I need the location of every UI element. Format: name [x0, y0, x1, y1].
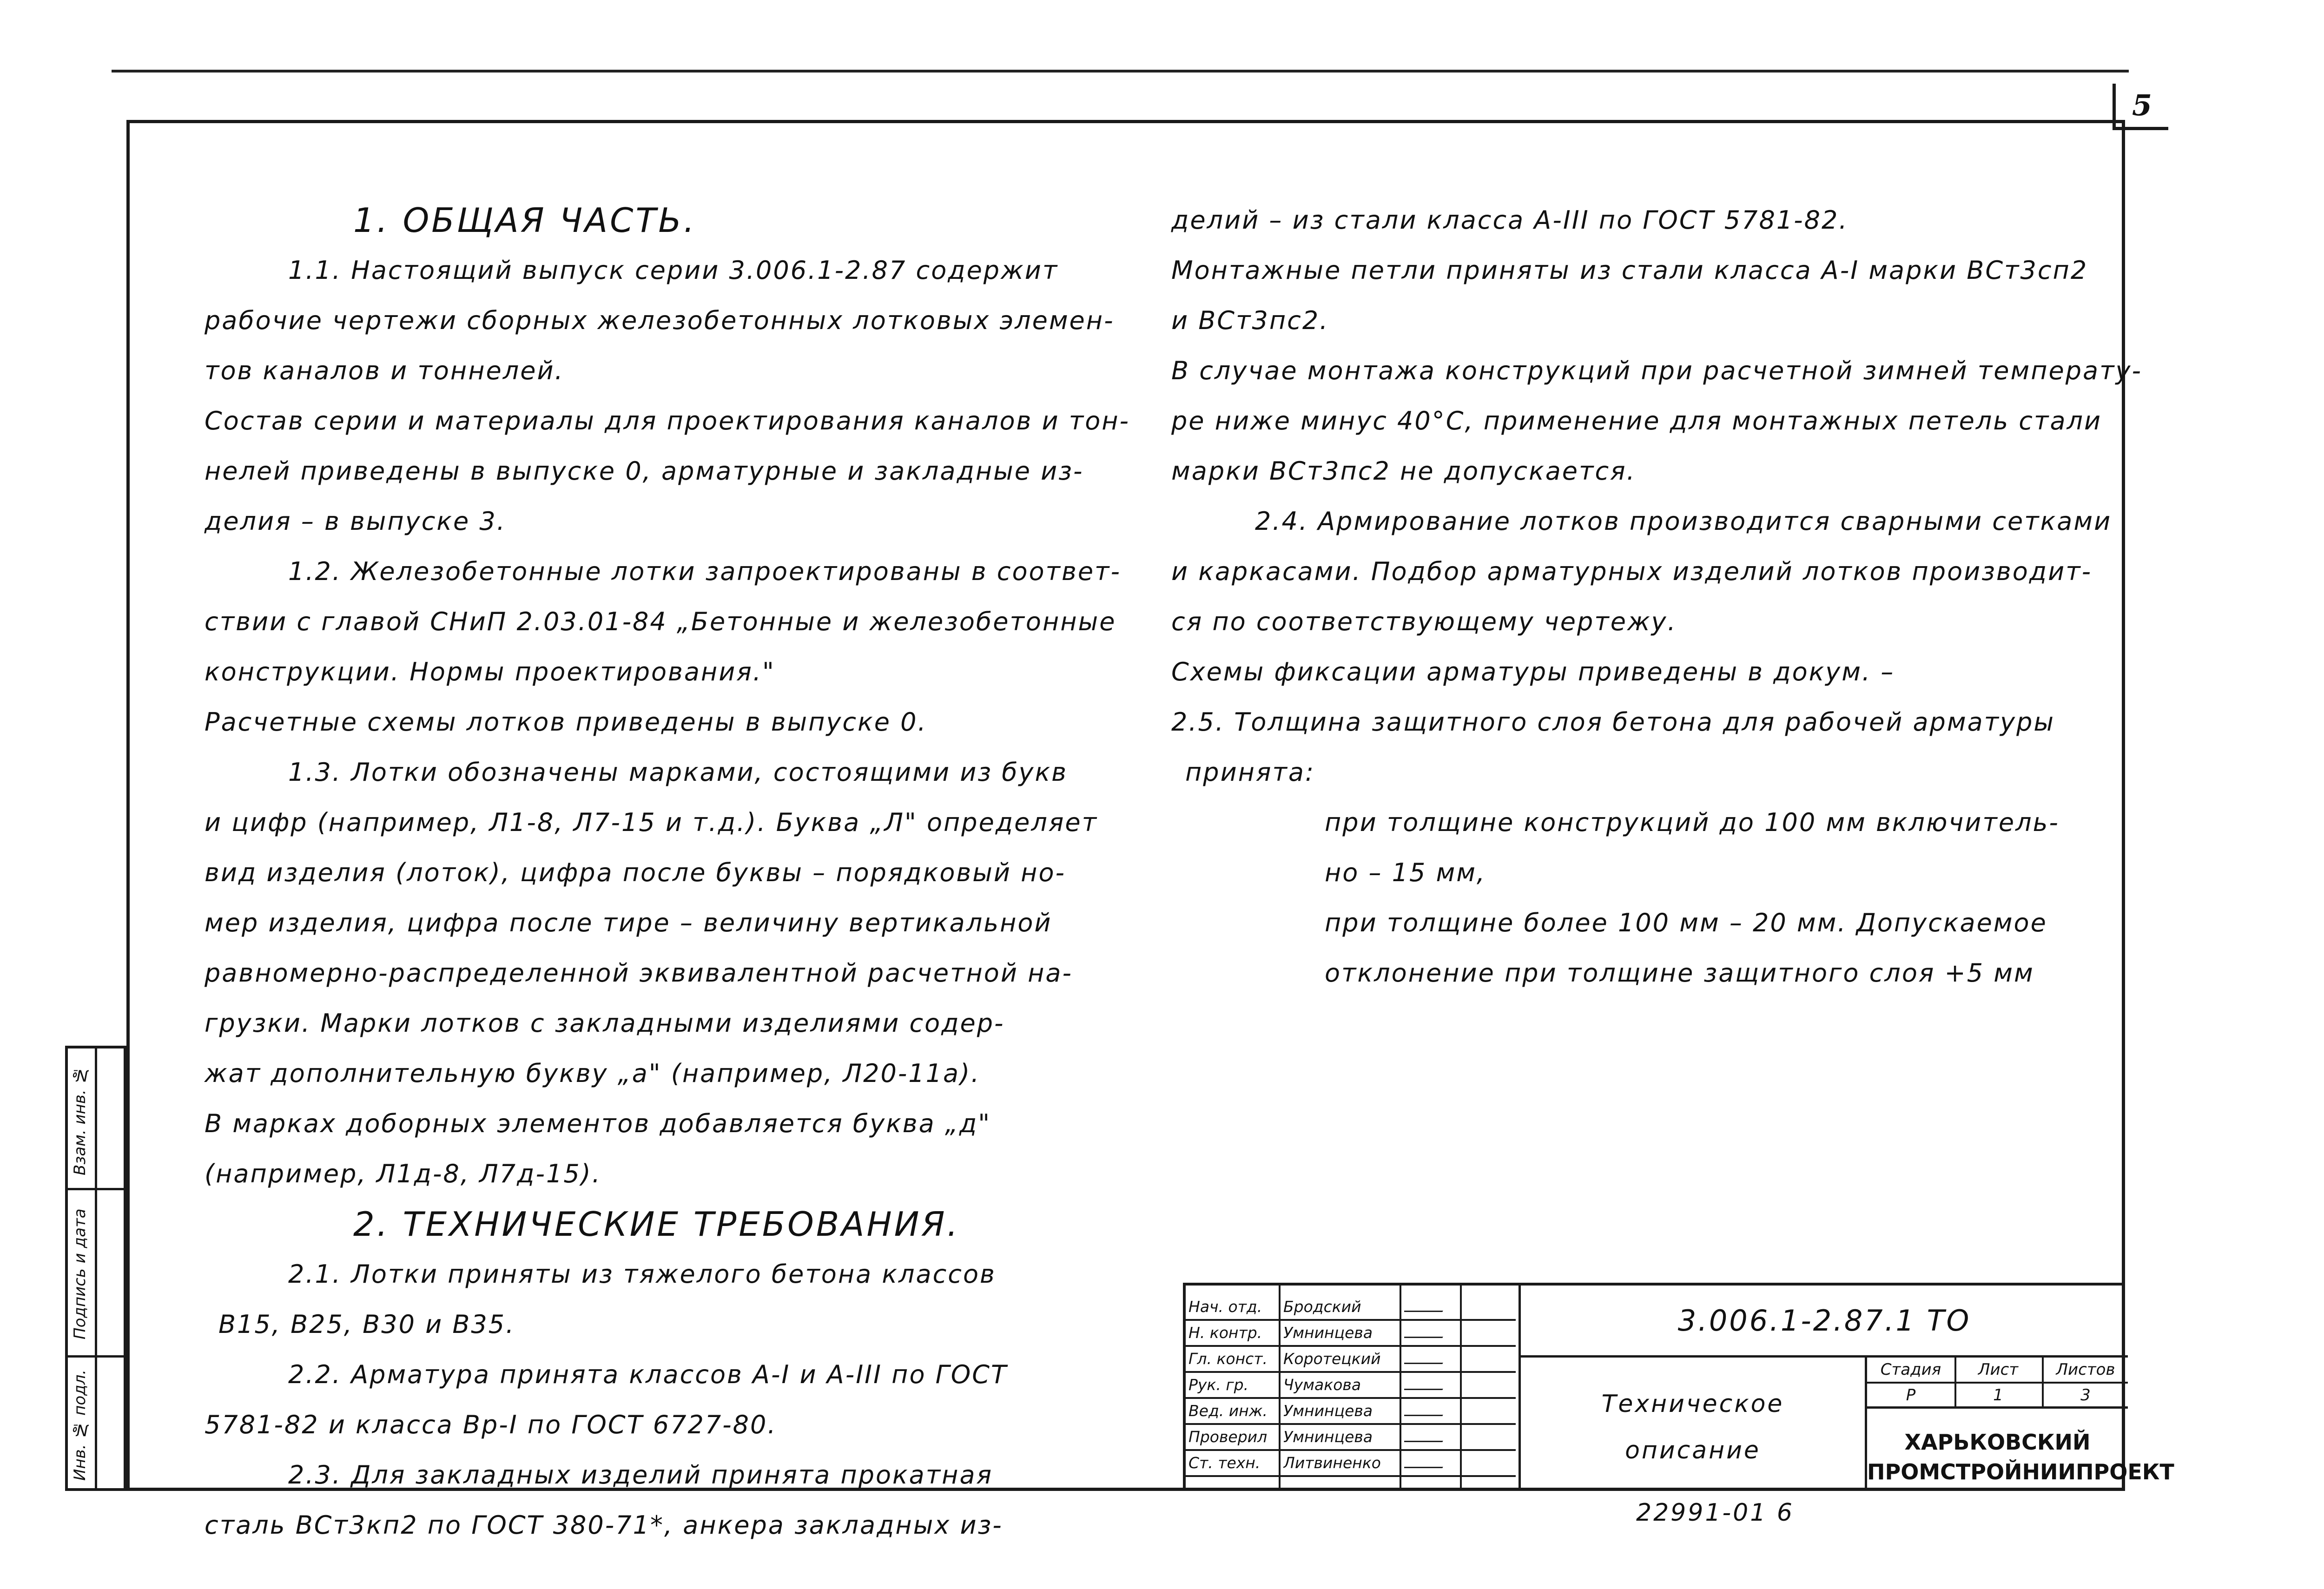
- signature-role: Гл. конст.: [1188, 1350, 1268, 1368]
- text-line: 1.2. Железобетонные лотки запроектированы в соответ-: [288, 557, 1121, 586]
- text-line: ре ниже минус 40°С, применение для монтажных петель стали: [1171, 406, 2102, 435]
- document-name: [1519, 1358, 1865, 1491]
- right-text-column: [1171, 195, 2142, 998]
- signature-row: [1186, 1399, 1516, 1425]
- signature-scribble: [1404, 1401, 1450, 1416]
- sheet-header: Лист: [1978, 1360, 2019, 1379]
- signature-name: Литвиненко: [1283, 1454, 1381, 1472]
- text-line: сталь ВСт3кп2 по ГОСТ 380-71*, анкера закладных из-: [205, 1510, 1003, 1540]
- side-label-signature-date: Подпись и дата: [71, 1208, 89, 1339]
- text-line: В15, В25, В30 и В35.: [218, 1310, 515, 1339]
- text-line: при толщине более 100 мм – 20 мм. Допускаемое: [1325, 908, 2047, 937]
- text-line: 5781-82 и класса Вр-I по ГОСТ 6727-80.: [205, 1410, 777, 1439]
- text-line: нелей приведены в выпуске 0, арматурные и закладные из-: [205, 456, 1084, 486]
- sheets-value: 3: [2080, 1386, 2091, 1404]
- side-stamp: [65, 1046, 126, 1491]
- text-line: В случае монтажа конструкций при расчетной зимней температу-: [1171, 356, 2142, 385]
- handwritten-signature: [1404, 1427, 1455, 1446]
- stage-sheet-table: [1865, 1358, 2128, 1409]
- text-line: ся по соответствующему чертежу.: [1171, 607, 1677, 636]
- side-stamp-rule: [68, 1355, 124, 1358]
- text-line: 2.4. Армирование лотков производится сварными сетками: [1255, 507, 2112, 536]
- text-line: 2.1. Лотки приняты из тяжелого бетона классов: [288, 1259, 996, 1289]
- text-line: 1.1. Настоящий выпуск серии 3.006.1-2.87 содержит: [288, 256, 1059, 285]
- signature-scribble: [1404, 1453, 1450, 1468]
- signature-scribble: [1404, 1323, 1450, 1338]
- side-label-replace-inv: Взам. инв. №: [71, 1066, 89, 1175]
- handwritten-signature: [1404, 1323, 1455, 1342]
- text-line: ствии с главой СНиП 2.03.01-84 „Бетонные и железобетонные: [205, 607, 1116, 636]
- signature-scribble: [1404, 1427, 1450, 1442]
- text-line: принята:: [1185, 758, 1315, 787]
- signature-name: Чумакова: [1283, 1376, 1361, 1394]
- text-line: Расчетные схемы лотков приведены в выпуске 0.: [205, 707, 927, 737]
- text-line: (например, Л1д-8, Л7д-15).: [205, 1159, 601, 1188]
- stage-header: Стадия: [1880, 1360, 1941, 1379]
- stage-value: Р: [1906, 1386, 1916, 1404]
- signature-name: Бродский: [1283, 1298, 1361, 1316]
- text-line: марки ВСт3пс2 не допускается.: [1171, 456, 1636, 486]
- stage-table-divider: [2042, 1358, 2044, 1406]
- document-code: 3.006.1-2.87.1 ТО: [1519, 1286, 2128, 1358]
- side-stamp-divider: [95, 1048, 97, 1488]
- sheet-top-rule: [112, 70, 2129, 73]
- handwritten-signature: [1404, 1453, 1455, 1472]
- signature-row: [1186, 1451, 1516, 1477]
- text-line: отклонение при толщине защитного слоя +5 мм: [1325, 958, 2034, 988]
- text-line: 2.2. Арматура принята классов А-I и А-III по ГОСТ: [288, 1360, 1008, 1389]
- text-line: 2.3. Для закладных изделий принята прокатная: [288, 1460, 993, 1490]
- sheet-value: 1: [1993, 1386, 2003, 1404]
- side-label-inv-original: Инв. № подл.: [71, 1369, 89, 1481]
- text-line: вид изделия (лоток), цифра после буквы – порядковый но-: [205, 858, 1066, 887]
- handwritten-signature: [1404, 1401, 1455, 1420]
- signature-role: Н. контр.: [1188, 1324, 1262, 1342]
- sheets-header: Листов: [2056, 1360, 2115, 1379]
- signature-scribble: [1404, 1349, 1450, 1364]
- signature-name: Коротецкий: [1283, 1350, 1381, 1368]
- stage-table-rule: [1867, 1382, 2128, 1384]
- signature-role: Проверил: [1188, 1428, 1268, 1446]
- text-line: грузки. Марки лотков с закладными изделиями содер-: [205, 1009, 1005, 1038]
- text-line: Монтажные петли приняты из стали класса А-I марки ВСт3сп2: [1171, 256, 2088, 285]
- left-text-column: [205, 195, 1130, 1550]
- signature-row: [1186, 1347, 1516, 1373]
- signature-table: [1186, 1286, 1516, 1491]
- document-name-line2: описание: [1625, 1437, 1761, 1464]
- text-line: равномерно-распределенной эквивалентной расчетной на-: [205, 958, 1073, 988]
- signature-row: [1186, 1373, 1516, 1399]
- handwritten-signature: [1404, 1349, 1455, 1368]
- signature-name: Умнинцева: [1283, 1402, 1373, 1420]
- text-line: 2.5. Толщина защитного слоя бетона для рабочей арматуры: [1171, 707, 2055, 737]
- text-line: Схемы фиксации арматуры приведены в докум. –: [1171, 657, 1895, 686]
- document-name-line1: Техническое: [1601, 1390, 1784, 1418]
- text-line: 1. ОБЩАЯ ЧАСТЬ.: [353, 201, 697, 240]
- signature-name: Умнинцева: [1283, 1428, 1373, 1446]
- text-line: В марках доборных элементов добавляется буква „д": [205, 1109, 991, 1138]
- signature-name: Умнинцева: [1283, 1324, 1373, 1342]
- signature-role: Ст. техн.: [1188, 1454, 1261, 1472]
- text-line: рабочие чертежи сборных железобетонных лотковых элемен-: [205, 306, 1115, 335]
- side-stamp-rule: [68, 1188, 124, 1190]
- handwritten-signature: [1404, 1297, 1455, 1316]
- text-line: и цифр (например, Л1-8, Л7-15 и т.д.). Буква „Л" определяет: [205, 808, 1098, 837]
- organization-line2: ПРОМСТРОЙНИИПРОЕКТ: [1867, 1459, 2174, 1484]
- signature-scribble: [1404, 1297, 1450, 1312]
- text-line: и каркасами. Подбор арматурных изделий лотков производит-: [1171, 557, 2093, 586]
- signature-row: [1186, 1425, 1516, 1451]
- signature-role: Вед. инж.: [1188, 1402, 1268, 1420]
- text-line: тов каналов и тоннелей.: [205, 356, 564, 385]
- organization-line1: ХАРЬКОВСКИЙ: [1904, 1430, 2091, 1455]
- text-line: но – 15 мм,: [1325, 858, 1486, 887]
- signature-row: [1186, 1321, 1516, 1347]
- text-line: делий – из стали класса А-III по ГОСТ 5781-82.: [1171, 205, 1849, 235]
- text-line: Состав серии и материалы для проектирования каналов и тон-: [205, 406, 1130, 435]
- signature-role: Рук. гр.: [1188, 1376, 1249, 1394]
- text-line: мер изделия, цифра после тире – величину вертикальной: [205, 908, 1052, 937]
- title-block: [1183, 1283, 2174, 1491]
- archive-code: 22991-01 6: [1636, 1499, 1794, 1527]
- text-line: жат дополнительную букву „а" (например, Л20-11а).: [205, 1059, 981, 1088]
- signature-role: Нач. отд.: [1188, 1298, 1262, 1316]
- text-line: при толщине конструкций до 100 мм включитель-: [1325, 808, 2060, 837]
- page-number: 5: [2113, 84, 2168, 130]
- signature-row: [1186, 1295, 1516, 1321]
- text-line: 1.3. Лотки обозначены марками, состоящими из букв: [288, 758, 1068, 787]
- text-line: и ВСт3пс2.: [1171, 306, 1329, 335]
- handwritten-signature: [1404, 1375, 1455, 1394]
- signature-scribble: [1404, 1375, 1450, 1390]
- text-line: 2. ТЕХНИЧЕСКИЕ ТРЕБОВАНИЯ.: [353, 1205, 960, 1244]
- text-line: конструкции. Нормы проектирования.": [205, 657, 775, 686]
- stage-table-divider: [1954, 1358, 1956, 1406]
- text-line: делия – в выпуске 3.: [205, 507, 506, 536]
- organization-name: [1865, 1409, 2174, 1491]
